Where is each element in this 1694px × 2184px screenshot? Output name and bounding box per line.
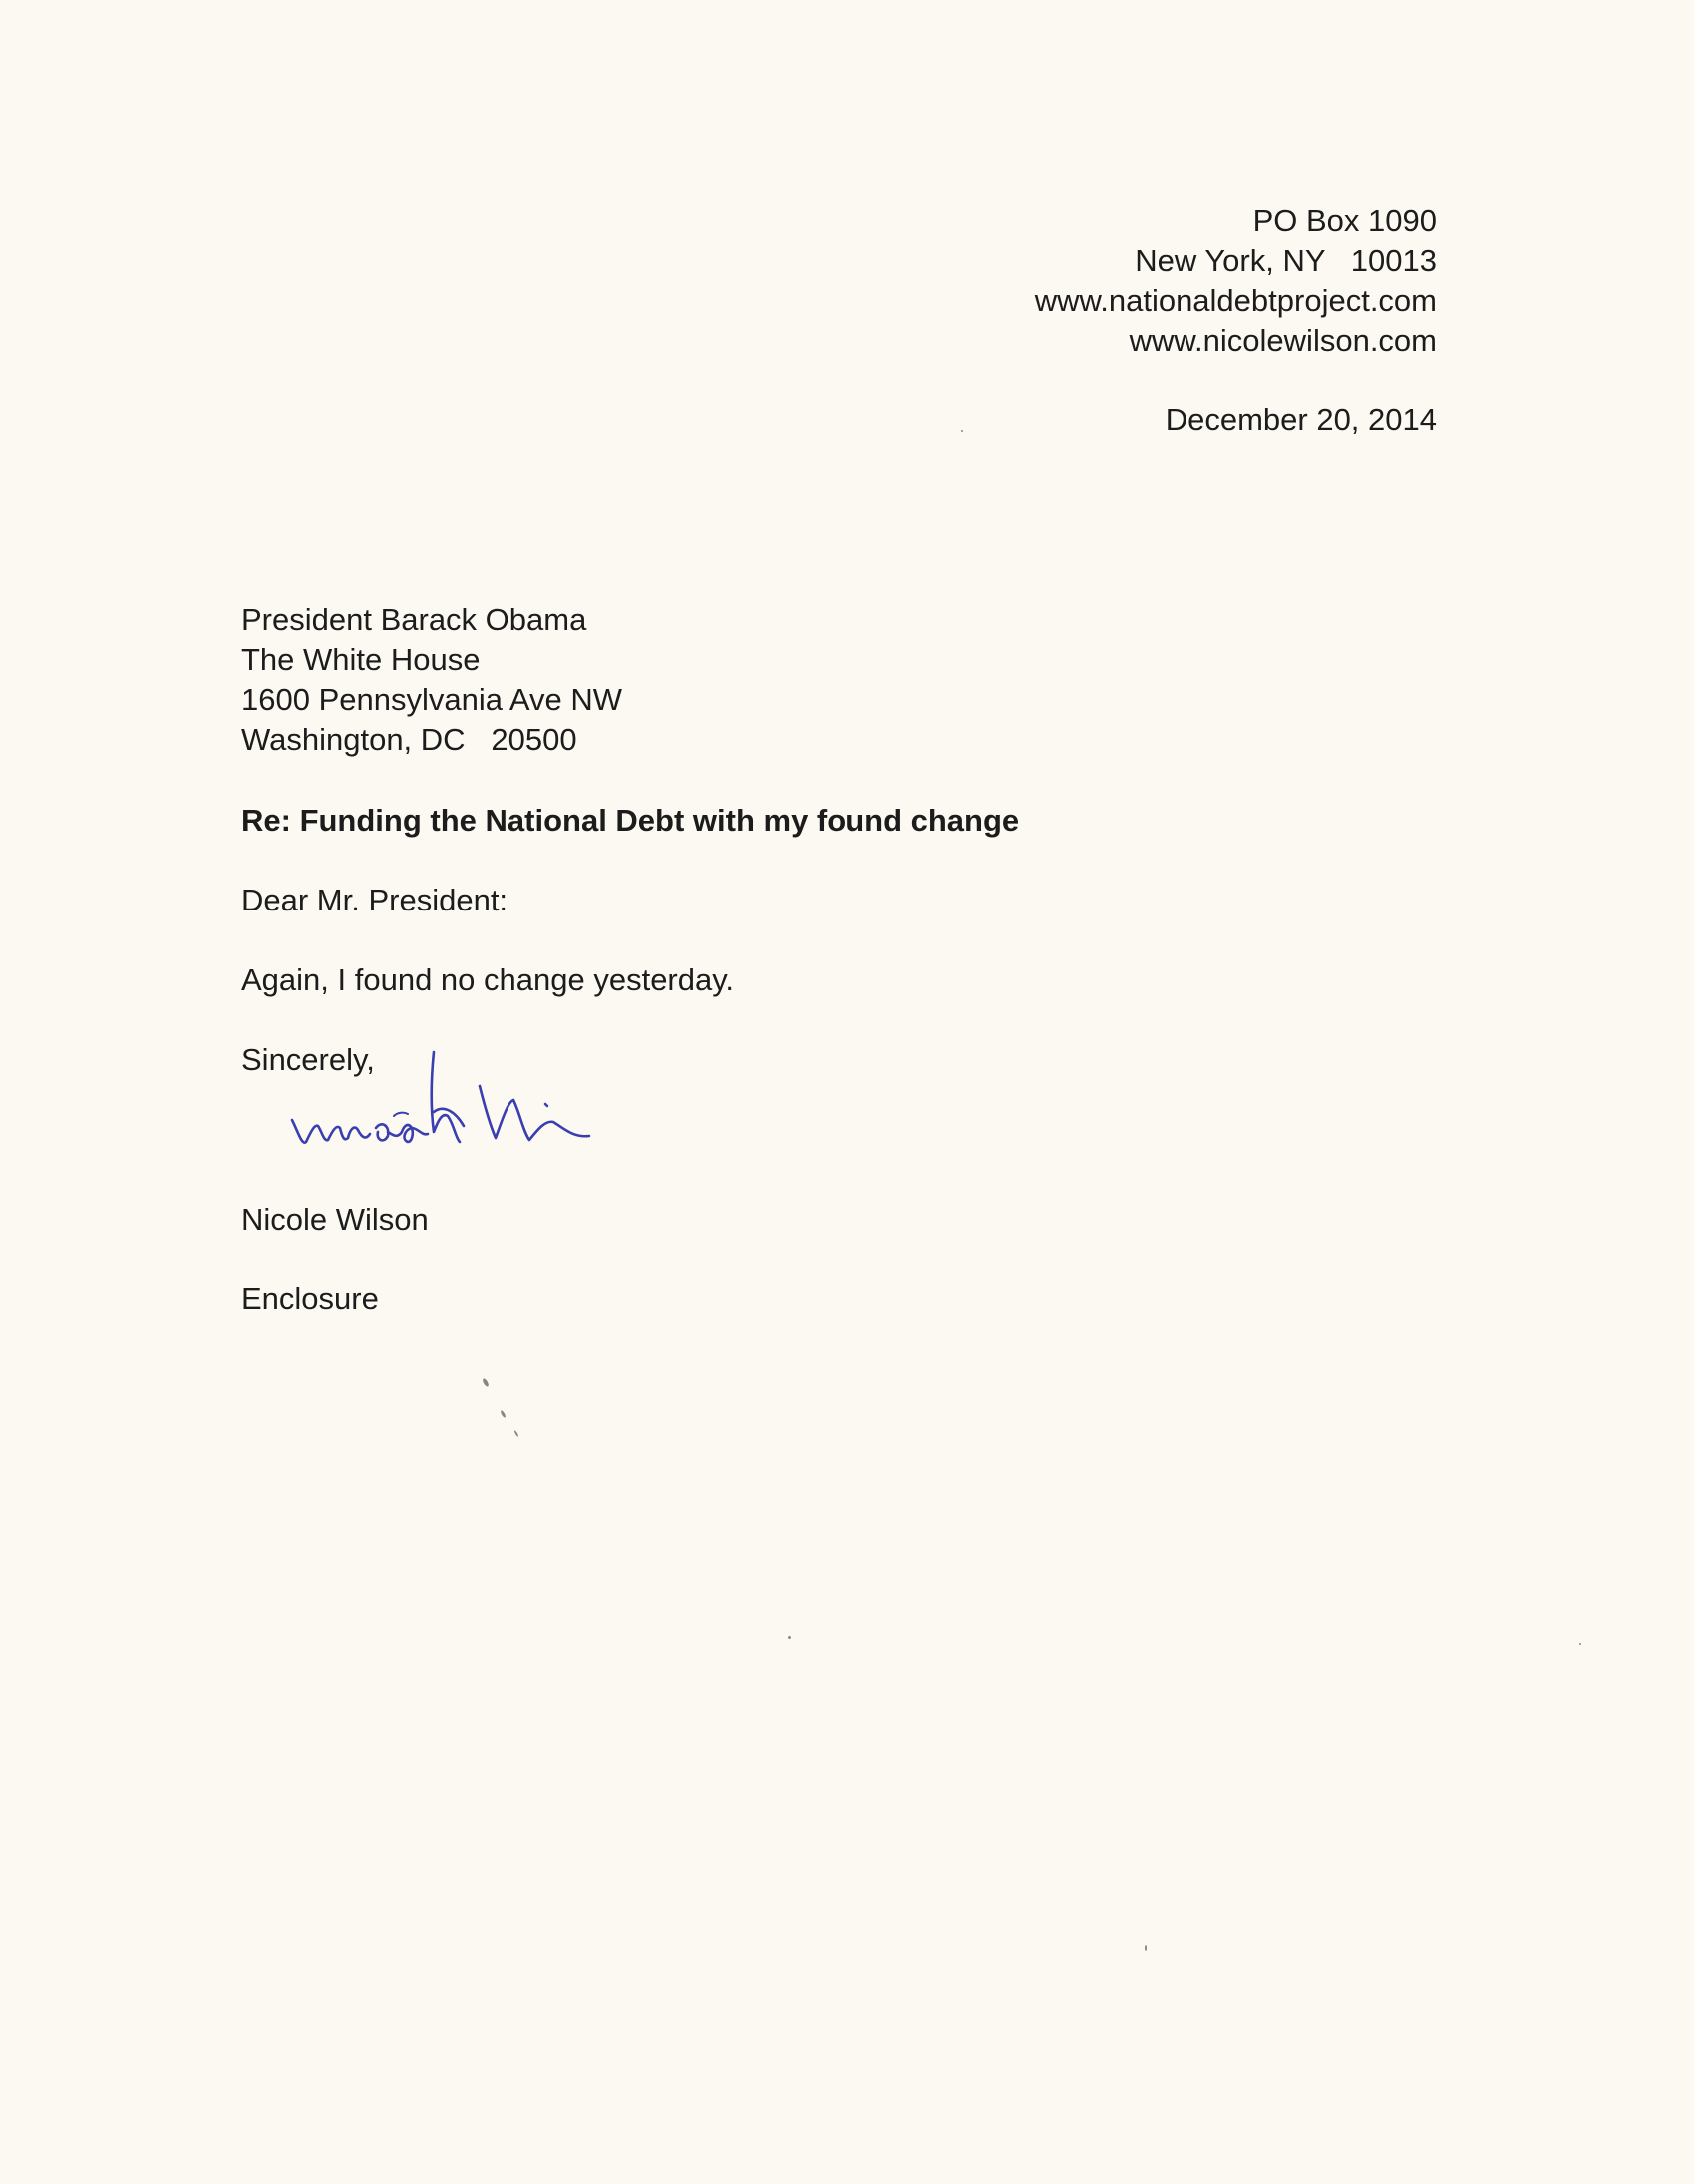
paper-speck (1579, 1643, 1581, 1645)
paper-speck (513, 1430, 518, 1437)
recipient-address (241, 600, 622, 760)
sender-website-personal: www.nicolewilson.com (1129, 323, 1437, 358)
recipient-building: The White House (241, 642, 481, 677)
sender-website-project: www.nationaldebtproject.com (1034, 283, 1437, 318)
subject-line: Re: Funding the National Debt with my found change (241, 803, 1020, 838)
signer-name: Nicole Wilson (241, 1202, 429, 1237)
paper-speck (482, 1378, 490, 1388)
paper-speck (961, 430, 963, 432)
closing: Sincerely, (241, 1042, 375, 1077)
recipient-name: President Barack Obama (241, 602, 587, 637)
paper-speck (788, 1636, 791, 1639)
recipient-city: Washington, DC 20500 (241, 722, 577, 757)
sender-po-box: PO Box 1090 (1252, 203, 1437, 238)
sender-city: New York, NY 10013 (1135, 243, 1437, 278)
letter-date: December 20, 2014 (1165, 402, 1437, 437)
paper-speck (1145, 1945, 1147, 1951)
paper-speck (500, 1410, 507, 1418)
enclosure-note: Enclosure (241, 1281, 379, 1316)
handwritten-signature (284, 1042, 623, 1192)
recipient-street: 1600 Pennsylvania Ave NW (241, 682, 622, 717)
sender-address (1035, 201, 1437, 361)
letter-body: Again, I found no change yesterday. (241, 962, 735, 997)
salutation: Dear Mr. President: (241, 883, 508, 917)
